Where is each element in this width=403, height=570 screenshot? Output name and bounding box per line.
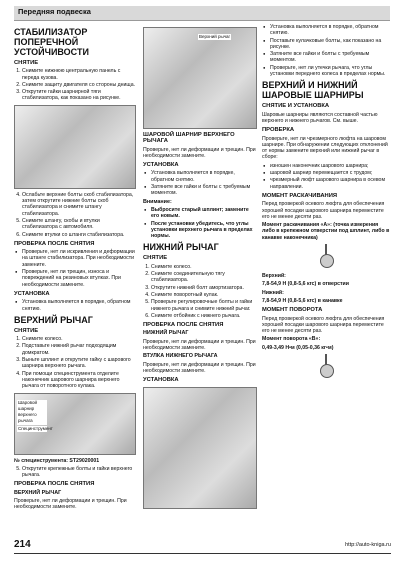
list-item: ● Затяните все гайки и болты с требуемым моментом. bbox=[151, 184, 257, 197]
stabilizer-figure bbox=[14, 105, 136, 189]
figure-label: Шаровой шарнир верхнего рычага bbox=[17, 400, 47, 425]
lower-install-title: УСТАНОВКА bbox=[143, 377, 179, 384]
tool-number-note: № специнструмента: ST29020001 bbox=[14, 457, 100, 464]
list-item: ● чрезмерный люфт шарового шарнира в осевом направлении. bbox=[270, 177, 390, 190]
stabilizer-install-title: УСТАНОВКА bbox=[14, 290, 50, 297]
list-item: 1. Снимите нижнюю центральную панель с переда кузова. bbox=[22, 68, 136, 81]
list-item: ● Проверьте, нет ли искривления и деформации на штанге стабилизатора. При необходимости замените. bbox=[22, 249, 136, 268]
lower-removal-steps bbox=[143, 264, 257, 319]
lower-arm-check-text: Проверьте, нет ли деформации и трещин. При необходимости замените. bbox=[143, 338, 256, 352]
ball-joint-text: Проверьте, нет ли деформации и трещин. При необходимости замените. bbox=[143, 146, 256, 159]
upper-removal-steps-2 bbox=[14, 466, 136, 479]
ball-joints-removal-text: Шаровые шарниры являются составной частью верхнего и нижнего рычагов. См. выше. bbox=[262, 111, 378, 124]
column-1 bbox=[14, 24, 136, 536]
list-item: 6. Снимите втулки со штанги стабилизатора. bbox=[22, 232, 136, 238]
list-item: 3. Открутите нижний болт амортизатора. bbox=[151, 285, 257, 291]
lower-arm-subtitle: НИЖНИЙ РЫЧАГ bbox=[143, 330, 189, 337]
list-item: 4. Снимите поворотный кулак. bbox=[151, 292, 257, 298]
rotation-text: Перед проверкой осевого люфта для обеспечения хорошей посадки шарового шарнира переместите его не менее десяти раз. bbox=[262, 315, 385, 335]
footer-url[interactable]: http://auto-kniga.ru bbox=[345, 542, 391, 548]
list-item: 1. Снимите колесо. bbox=[22, 336, 136, 342]
column-3 bbox=[262, 24, 390, 536]
list-item: ● Установка выполняется в порядке, обратном снятию. bbox=[22, 299, 136, 312]
bush-subtitle: ВТУЛКА НИЖНЕГО РЫЧАГА bbox=[143, 353, 218, 360]
list-item: 4. При помощи специнструмента отделите наконечник шарового шарнира верхнего рычага от поворотного кулака. bbox=[22, 371, 136, 390]
lower-arm-install-figure bbox=[143, 387, 257, 509]
ball-joints-check-text: Проверьте, нет ли чрезмерного люфта на шаровом шарнире. При обнаружении следующих отклонений от нормы замените верхний или нижний рычаг в сборе: bbox=[262, 135, 388, 161]
stabilizer-removal-steps bbox=[14, 68, 136, 101]
upper-removal-title: СНЯТИЕ bbox=[14, 327, 39, 334]
gauge-ball bbox=[320, 364, 334, 378]
upper-value-label: Верхний: bbox=[262, 273, 286, 280]
section-title-ball-joints: ВЕРХНИЙ И НИЖНИЙ ШАРОВЫЕ ШАРНИРЫ bbox=[262, 80, 364, 101]
stabilizer-install-items bbox=[14, 299, 136, 312]
lower-value-label: Нижний: bbox=[262, 289, 284, 296]
moment-a-figure bbox=[315, 244, 337, 270]
list-item: ● изношен наконечник шарового шарнира; bbox=[270, 163, 390, 169]
upper-check-title: ПРОВЕРКА ПОСЛЕ СНЯТИЯ bbox=[14, 481, 95, 488]
section-title-lower-arm: НИЖНИЙ РЫЧАГ bbox=[143, 242, 219, 253]
stabilizer-removal-title: СНЯТИЕ bbox=[14, 60, 39, 66]
lower-removal-title: СНЯТИЕ bbox=[143, 255, 168, 262]
upper-install-title: УСТАНОВКА bbox=[143, 162, 179, 169]
stabilizer-check-items bbox=[14, 249, 136, 288]
stabilizer-removal-steps-2 bbox=[14, 192, 136, 238]
page-header bbox=[14, 6, 390, 21]
figure-label: Специнструмент bbox=[18, 425, 53, 431]
list-item: 5. Проверьте регулировочные болты и гайки нижнего рычага и снимите нижний рычаг. bbox=[151, 299, 257, 312]
moment-title: МОМЕНТ РАСКАЧИВАНИЯ bbox=[262, 192, 338, 199]
rotation-b-value: 0,49-3,49 Н•м (0,05-0,36 кг•м) bbox=[262, 344, 334, 351]
ball-joint-title: ШАРОВОЙ ШАРНИР ВЕРХНЕГО РЫЧАГА bbox=[143, 132, 235, 145]
page-number: 214 bbox=[14, 539, 31, 550]
moment-a-note: Момент раскачивания «A»: (точка измерения либо в крепежном отверстии под шплинт, либо в канавке наконечника) bbox=[262, 222, 390, 241]
list-item: ● Проверьте, нет ли утечки рычага, что углы установки переднего колеса в пределах нормы. bbox=[270, 65, 390, 78]
list-item: 4. Ослабьте верхние болты скоб стабилизатора, затем открутите нижние болты скоб стабилизатора и снимите штангу стабилизатора. bbox=[22, 192, 136, 217]
list-item: 2. Снимите соединительную тягу стабилизатора. bbox=[151, 271, 257, 284]
figure-label: Верхний рычаг bbox=[199, 34, 231, 39]
list-item: 5. Снимите штангу, скобы и втулки стабилизатора с автомобиля. bbox=[22, 218, 136, 231]
stabilizer-check-title: ПРОВЕРКА ПОСЛЕ СНЯТИЯ bbox=[14, 240, 95, 247]
footer-divider bbox=[14, 553, 391, 554]
gauge-ball bbox=[320, 254, 334, 268]
list-item: 2. Снимите защиту двигателя со стороны днища. bbox=[22, 82, 136, 88]
column-2 bbox=[143, 24, 257, 536]
header-title: Передняя подвеска bbox=[18, 7, 91, 16]
rotation-b-label: Момент поворота «B»: bbox=[262, 336, 321, 343]
special-tool-figure bbox=[14, 393, 136, 455]
upper-arm-subtitle: ВЕРХНИЙ РЫЧАГ bbox=[14, 489, 62, 496]
bush-check-text: Проверьте, нет ли деформации и трещин. При необходимости замените. bbox=[143, 361, 256, 374]
lower-check-title: ПРОВЕРКА ПОСЛЕ СНЯТИЯ bbox=[143, 322, 224, 329]
list-item: ● Установка выполняется в порядке, обратном снятию. bbox=[151, 170, 257, 183]
intro-items bbox=[262, 24, 390, 77]
list-item: ● Поставьте кулачковые болты, как показано на рисунке. bbox=[270, 38, 390, 51]
section-title-stabilizer: СТАБИЛИЗАТОР ПОПЕРЕЧНОЙ УСТОЙЧИВОСТИ bbox=[14, 27, 89, 57]
list-item: ● Проверьте, нет ли трещин, износа и повреждений на резиновых втулках. При необходимости замените. bbox=[22, 269, 136, 288]
list-item: 1. Снимите колесо. bbox=[151, 264, 257, 270]
ball-joints-check-title: ПРОВЕРКА bbox=[262, 127, 295, 134]
ball-joints-check-items bbox=[262, 163, 390, 190]
upper-arm-figure bbox=[143, 27, 257, 129]
moment-text: Перед проверкой осевого люфта для обеспечения хорошей посадки шарового шарнира переместите его не менее десяти раз. bbox=[262, 201, 385, 220]
upper-value: 7,8-54,9 Н (0,8-5,6 кгс) в отверстии bbox=[262, 281, 349, 288]
rotation-b-figure bbox=[315, 354, 337, 380]
list-item: 5. Открутите крепежные болты и гайки верхнего рычага. bbox=[22, 466, 136, 479]
list-item: ● Затяните все гайки и болты с требуемым моментом. bbox=[270, 51, 390, 64]
rotation-title: МОМЕНТ ПОВОРОТА bbox=[262, 307, 323, 314]
upper-install-items bbox=[143, 170, 257, 196]
attention-label: Внимание: bbox=[143, 198, 172, 205]
section-title-upper-arm: ВЕРХНИЙ РЫЧАГ bbox=[14, 314, 93, 325]
list-item: 3. Выньте шплинт и открутите гайку с шарового шарнира верхнего рычага. bbox=[22, 357, 136, 370]
attention-items bbox=[143, 207, 257, 239]
ball-joints-removal-title: СНЯТИЕ И УСТАНОВКА bbox=[262, 103, 330, 110]
upper-arm-check-text: Проверьте, нет ли деформации и трещин. При необходимости замените. bbox=[14, 497, 127, 511]
list-item: ● Выбросите старый шплинт; замените его новым. bbox=[151, 207, 257, 220]
list-item: ● шаровой шарнир перемещается с трудом; bbox=[270, 170, 390, 176]
lower-value: 7,8-54,9 Н (0,8-5,6 кгс) в канавке bbox=[262, 297, 343, 304]
list-item: ● После установки убедитесь, что углы установки верхнего рычага в пределах нормы. bbox=[151, 221, 257, 240]
list-item: 2. Подставьте нижний рычаг подходящим домкратом. bbox=[22, 343, 136, 356]
upper-removal-steps bbox=[14, 336, 136, 389]
list-item: 3. Открутите гайки шарнирной тяги стабилизатора, как показано на рисунке. bbox=[22, 89, 136, 102]
list-item: ● Установка выполняется в порядке, обратном снятию. bbox=[270, 24, 390, 37]
list-item: 6. Снимите отбойник с нижнего рычага. bbox=[151, 313, 257, 319]
